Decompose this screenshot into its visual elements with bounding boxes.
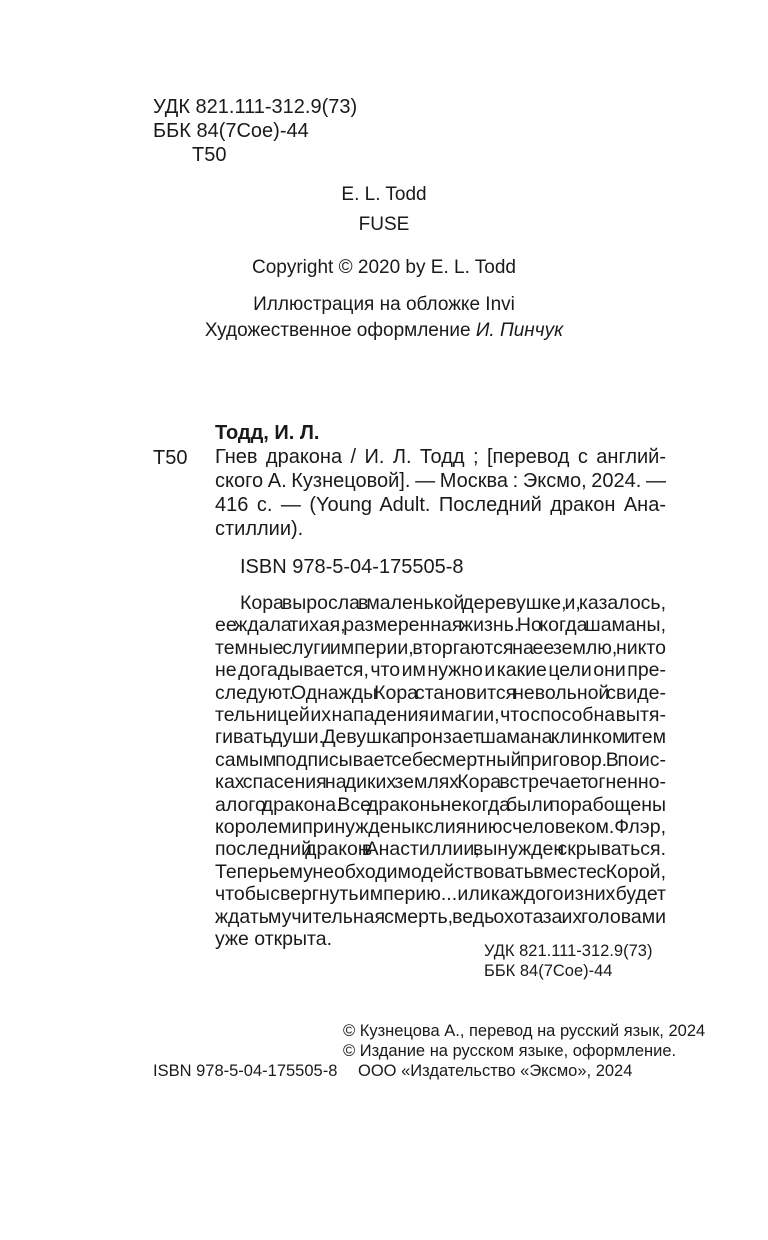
catalog-isbn: ISBN 978-5-04-175505-8 bbox=[240, 556, 464, 578]
catalog-line: ского А. Кузнецовой]. — Москва : Эксмо, 2024. — bbox=[215, 470, 666, 492]
catalog-line: стиллии). bbox=[215, 518, 304, 540]
annotation-line: ее ждала тихая, размеренная жизнь. Но когда шаманы, bbox=[215, 614, 666, 637]
design-credit bbox=[0, 319, 768, 343]
catalog-author: Тодд, И. Л. bbox=[215, 422, 320, 444]
annotation-line: Кора выросла в маленькой деревушке, и, казалось, bbox=[240, 592, 666, 614]
annotation-line: алого дракона. Все драконы некогда были порабощены bbox=[215, 793, 666, 816]
annotation-line: самым подписывает себе смертный приговор. В поис- bbox=[215, 748, 666, 771]
footer-udk: УДК 821.111-312.9(73) bbox=[484, 942, 653, 960]
annotation-line: тельницей их нападения и магии, что способна вытя- bbox=[215, 704, 666, 726]
title-en: FUSE bbox=[358, 214, 410, 235]
catalog-line: Гнев дракона / И. Л. Тодд ; [перевод с англий- bbox=[215, 446, 666, 468]
annotation-line: королем и принуждены к слиянию с человеком. Флэр, bbox=[215, 816, 666, 838]
design-label: Художественное оформление bbox=[204, 320, 471, 341]
annotation-line: не догадывается, что им нужно и какие цели они пре- bbox=[215, 659, 666, 682]
footer-publisher: ООО «Издательство «Эксмо», 2024 bbox=[358, 1062, 633, 1080]
header-code: Т50 bbox=[192, 144, 227, 166]
header-udk: УДК 821.111-312.9(73) bbox=[153, 96, 358, 118]
annotation-line: чтобы свергнуть империю... или каждого из них будет bbox=[215, 883, 666, 906]
footer-copyright-edition: © Издание на русском языке, оформление. bbox=[343, 1042, 677, 1060]
footer-isbn: ISBN 978-5-04-175505-8 bbox=[153, 1062, 338, 1080]
annotation-line: следуют. Однажды Кора становится невольной свиде- bbox=[215, 681, 666, 704]
annotation-line: уже открыта. bbox=[215, 928, 332, 950]
annotation-line: темные слуги империи, вторгаются на ее землю, никто bbox=[215, 636, 666, 659]
illustration-credit: Иллюстрация на обложке Invi bbox=[253, 294, 515, 315]
design-name: И. Пинчук bbox=[475, 320, 564, 341]
footer-bbk: ББК 84(7Сое)-44 bbox=[484, 962, 613, 980]
header-bbk: ББК 84(7Сое)-44 bbox=[153, 120, 309, 142]
author-en: E. L. Todd bbox=[341, 184, 427, 205]
copyright-original: Copyright © 2020 by E. L. Todd bbox=[252, 257, 516, 278]
annotation-line: последний дракон в Анастиллии, вынужден скрываться. bbox=[215, 838, 666, 861]
catalog-code: Т50 bbox=[153, 447, 188, 469]
annotation-line: Теперь ему необходимо действовать вместе с Корой, bbox=[215, 860, 666, 883]
catalog-line: 416 с. — (Young Adult. Последний дракон Ана- bbox=[215, 494, 666, 516]
annotation-line: гивать души. Девушка пронзает шамана клинком и тем bbox=[215, 726, 666, 749]
annotation-line: ждать мучительная смерть, ведь охота за их головами bbox=[215, 905, 666, 928]
footer-copyright-translation: © Кузнецова А., перевод на русский язык, 2024 bbox=[343, 1022, 706, 1040]
annotation-line: ках спасения на диких землях Кора встречает огненно- bbox=[215, 771, 666, 794]
